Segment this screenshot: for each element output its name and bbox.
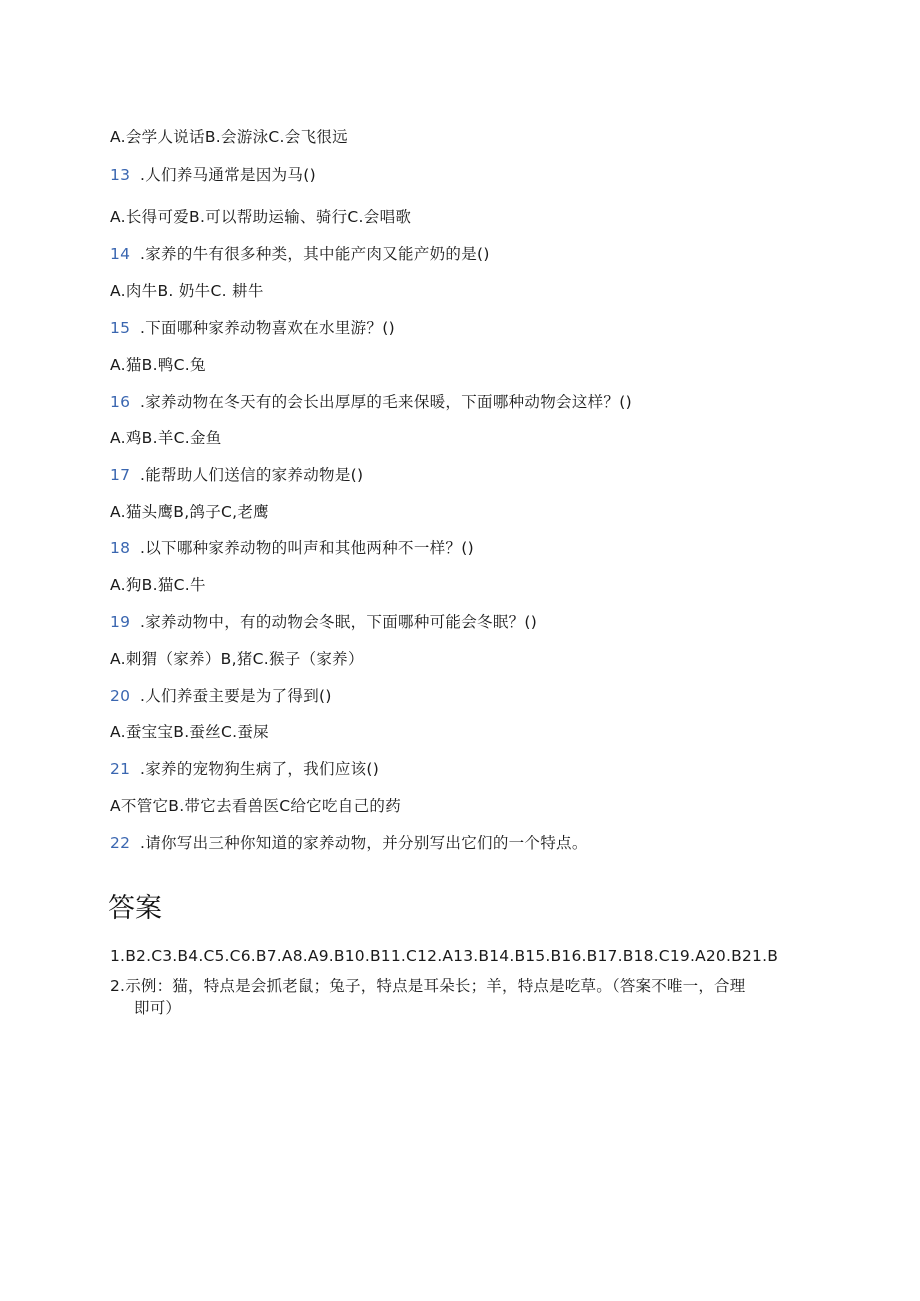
question-18-options: A.狗B.猫C.牛 [110, 576, 206, 594]
question-19 [110, 612, 537, 632]
question-text: .人们养马通常是因为马() [140, 166, 316, 184]
question-text: .能帮助人们送信的家养动物是() [140, 466, 364, 484]
question-text: .家养的牛有很多种类，其中能产肉又能产奶的是() [140, 245, 490, 263]
question-text: .家养动物中，有的动物会冬眠，下面哪种可能会冬眠？() [140, 613, 538, 631]
question-text: .请你写出三种你知道的家养动物，并分别写出它们的一个特点。 [140, 834, 588, 852]
question-text: .家养的宠物狗生病了，我们应该() [140, 760, 380, 778]
question-number: 21 [110, 760, 131, 778]
question-20-options: A.蚕宝宝B.蚕丝C.蚕屎 [110, 723, 269, 741]
question-14-options: A.肉牛B. 奶牛C. 耕牛 [110, 282, 264, 300]
answers-heading: 答案 [108, 893, 162, 924]
question-number: 14 [110, 245, 131, 263]
question-22 [110, 833, 588, 853]
question-16 [110, 392, 632, 412]
answer-line-1-text: B2.C3.B4.C5.C6.B7.A8.A9.B10.B11.C12.A13.B14.B15.B16.B17.B18.C19.A20.B21.B [125, 947, 779, 965]
answer-line-1-number: 1. [110, 947, 126, 965]
answer-line-2-number: 2. [110, 977, 126, 995]
question-text: .人们养蚕主要是为了得到() [140, 687, 332, 705]
answer-line-2-text: 示例：猫，特点是会抓老鼠；兔子，特点是耳朵长；羊，特点是吃草。（答案不唯一，合理 [125, 977, 746, 995]
question-number: 17 [110, 466, 131, 484]
question-text: .以下哪种家养动物的叫声和其他两种不一样？() [140, 539, 474, 557]
question-20 [110, 686, 332, 706]
answer-line-2 [110, 975, 810, 1019]
answer-line-1 [110, 945, 778, 967]
answer-line-2-continuation: 即可） [134, 999, 182, 1017]
question-number: 22 [110, 834, 131, 852]
question-number: 20 [110, 687, 131, 705]
question-18 [110, 538, 474, 558]
question-number: 18 [110, 539, 131, 557]
question-19-options: A.刺猬（家养）B,猪C.猴子（家养） [110, 650, 364, 668]
question-13 [110, 165, 316, 185]
question-number: 16 [110, 393, 131, 411]
question-text: .家养动物在冬天有的会长出厚厚的毛来保暖，下面哪种动物会这样？() [140, 393, 632, 411]
q12-options: A.会学人说话B.会游泳C.会飞很远 [110, 128, 348, 146]
question-15 [110, 318, 395, 338]
question-text: .下面哪种家养动物喜欢在水里游？() [140, 319, 395, 337]
question-21 [110, 759, 379, 779]
question-16-options: A.鸡B.羊C.金鱼 [110, 429, 222, 447]
question-15-options: A.猫B.鸭C.兔 [110, 356, 206, 374]
question-17 [110, 465, 363, 485]
question-17-options: A.猫头鹰B,鸽子C,老鹰 [110, 503, 269, 521]
question-14 [110, 244, 490, 264]
question-number: 19 [110, 613, 131, 631]
question-number: 15 [110, 319, 131, 337]
question-21-options: A不管它B.带它去看兽医C给它吃自己的药 [110, 797, 401, 815]
question-13-options: A.长得可爱B.可以帮助运输、骑行C.会唱歌 [110, 208, 412, 226]
question-number: 13 [110, 166, 131, 184]
